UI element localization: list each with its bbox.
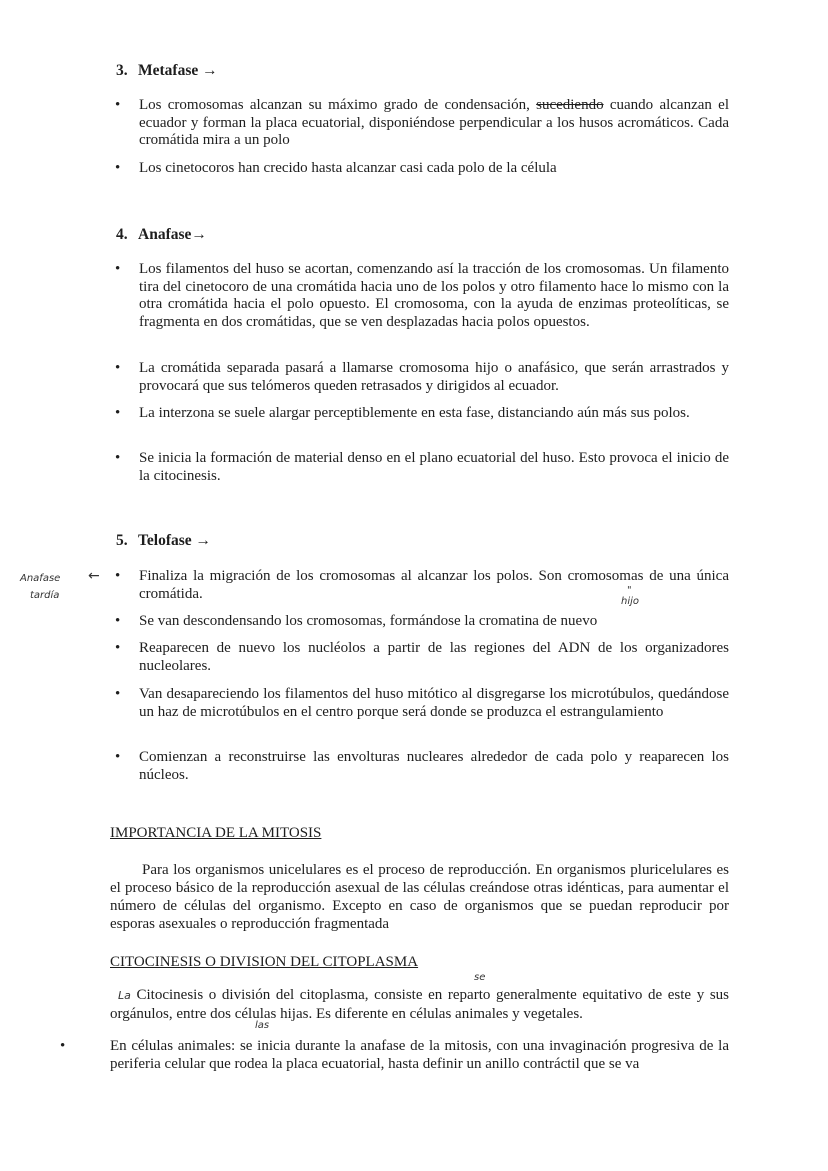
section-number: 4.: [116, 226, 128, 243]
handwritten-margin-note: Anafase: [20, 573, 61, 584]
handwritten-las-insert: las: [255, 1020, 270, 1031]
paragraph-text: Para los organismos unicelulares es el proceso de reproducción. En organismos pluricelulares es el proceso básico de la reproducción asexual de las células creándose otras idénticas, para aumentar el número de células del organismo. Excepto en caso de organismos que se puedan reproducir por esporas asexuales o reproducción fragmentada: [110, 862, 729, 932]
section-number: 3.: [116, 62, 128, 79]
handwritten-arrow-icon: ←: [88, 568, 100, 584]
telofase-bullet-5: • Comienzan a reconstruirse las envolturas nucleares alrededor de cada polo y reaparecen los núcleos.: [139, 749, 729, 784]
anafase-bullet-1: • Los filamentos del huso se acortan, comenzando así la tracción de los cromosomas. Un filamento tira del cinetocoro de una cromátida hacia uno de los polos y otro filamento hace lo mismo con la otra cromátida hacia el polo opuesto. El cromosoma, con la ayuda de enzimas proteolíticas, se fragmenta en dos cromátidas, que se ven desplazadas hacia polos opuestos.: [139, 261, 729, 331]
bullet-text: cuando alcanzan el ecuador y forman la placa ecuatorial, disponiéndose perpendicular a los husos acromáticos. Cada cromátida mira a un polo: [139, 97, 729, 148]
section-number: 5.: [116, 532, 128, 549]
heading-citocinesis: CITOCINESIS O DIVISION DEL CITOPLASMA: [110, 954, 419, 970]
importancia-paragraph: [110, 861, 729, 933]
handwritten-se-insert: se: [474, 972, 486, 983]
metafase-bullet-1: [139, 97, 729, 150]
heading-importancia: IMPORTANCIA DE LA MITOSIS: [110, 825, 322, 841]
paragraph-text: Citocinesis o división del citoplasma, consiste en: [136, 987, 443, 1003]
section-title: Metafase →: [138, 62, 218, 79]
section-title: Telofase →: [138, 532, 212, 549]
anafase-bullet-4: • Se inicia la formación de material denso en el plano ecuatorial del huso. Esto provoca el inicio de la citocinesis.: [139, 450, 729, 485]
telofase-bullet-3: • Reaparecen de nuevo los nucléolos a partir de las regiones del ADN de los organizadores nucleolares.: [139, 640, 729, 675]
handwritten-margin-note-2: tardía: [30, 590, 60, 601]
paragraph-text: dos células hijas. Es diferente en células animales y vegetales.: [210, 1006, 583, 1022]
anafase-bullet-2: • La cromátida separada pasará a llamarse cromosoma hijo o anafásico, que serán arrastrados y provocará que sus telómeros queden retrasados y dirigidos al ecuador.: [139, 360, 729, 395]
citocinesis-paragraph: [110, 986, 729, 1023]
bullet-text: Los cromosomas alcanzan su máximo grado de condensación,: [139, 97, 530, 113]
paragraph-text: reparto generalmente equitativo de este y sus orgánulos, entre: [110, 987, 730, 1022]
anafase-bullet-3: • La interzona se suele alargar perceptiblemente en esta fase, distanciando aún más sus polos.: [139, 405, 729, 423]
citocinesis-bullet-1: • En células animales: se inicia durante la anafase de la mitosis, con una invaginación progresiva de la periferia celular que rodea la placa ecuatorial, hasta definir un anillo contráctil que se va: [110, 1038, 729, 1073]
telofase-bullet-1: • Finaliza la migración de los cromosomas al alcanzar los polos. Son cromosomas de una única cromátida.: [139, 568, 729, 603]
heading-telofase: [116, 532, 211, 550]
section-title: Anafase→: [138, 226, 207, 243]
telofase-bullet-2: • Se van descondensando los cromosomas, formándose la cromatina de nuevo: [139, 613, 729, 631]
handwritten-ditto-mark: ": [627, 585, 632, 596]
handwritten-la: La: [118, 989, 131, 1002]
struck-word: sucediendo: [536, 97, 604, 113]
heading-anafase: [116, 226, 207, 244]
telofase-bullet-4: • Van desapareciendo los filamentos del huso mitótico al disgregarse los microtúbulos, quedándose un haz de microtúbulos en el centro porque será donde se produzca el estrangulamiento: [139, 686, 729, 721]
heading-metafase: [116, 62, 218, 80]
handwritten-hijo: hijo: [621, 596, 640, 607]
metafase-bullet-2: • Los cinetocoros han crecido hasta alcanzar casi cada polo de la célula: [139, 160, 729, 178]
